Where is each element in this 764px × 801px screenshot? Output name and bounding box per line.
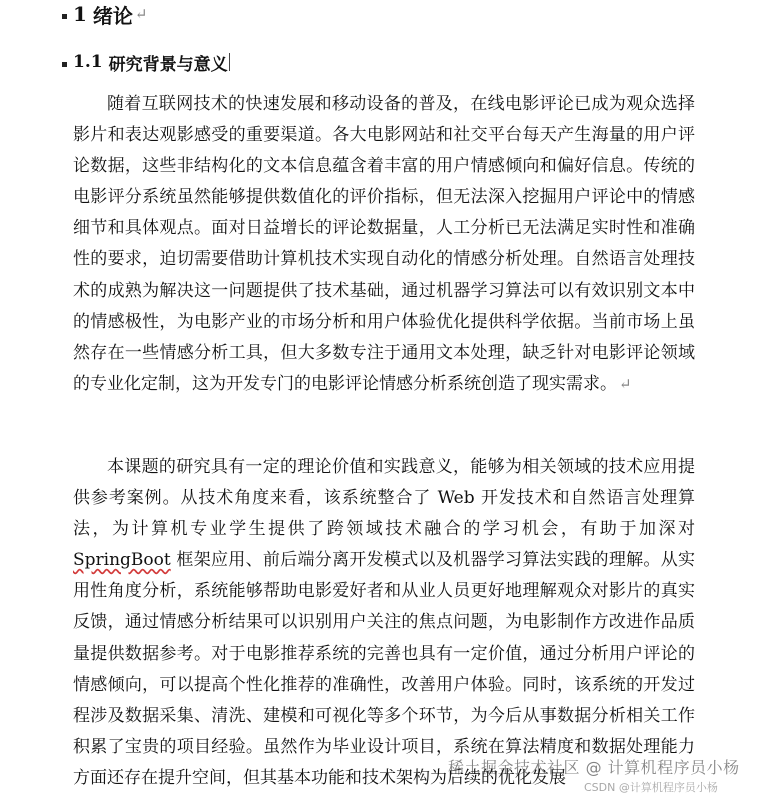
chapter-title: 绪论	[92, 3, 133, 28]
body-paragraph-2[interactable]	[73, 452, 695, 794]
section-title: 研究背景与意义	[108, 54, 228, 75]
body-paragraph-1[interactable]	[73, 89, 695, 400]
paragraph-text-before: 本课题的研究具有一定的理论价值和实践意义，能够为相关领域的技术应用提供参考案例。从技术角度来看，该系统整合了 Web 开发技术和自然语言处理算法，为计算机专业学生提供了跨领域技术融合的学习机会，有助于加深对	[73, 457, 695, 540]
section-heading[interactable]	[62, 48, 230, 76]
watermark-sub: CSDN @计算机程序员小杨	[584, 781, 718, 794]
text-cursor	[229, 53, 230, 71]
paragraph-mark-icon: ↵	[619, 374, 632, 393]
heading-bullet-icon	[62, 62, 67, 67]
paragraph-text: 随着互联网技术的快速发展和移动设备的普及，在线电影评论已成为观众选择影片和表达观影感受的重要渠道。各大电影网站和社交平台每天产生海量的用户评论数据，这些非结构化的文本信息蕴含着丰富的用户情感倾向和偏好信息。传统的电影评分系统虽然能够提供数值化的评价指标，但无法深入挖掘用户评论中的情感细节和具体观点。面对日益增长的评论数据量，人工分析已无法满足实时性和准确性的要求，迫切需要借助计算机技术实现自动化的情感分析处理。自然语言处理技术的成熟为解决这一问题提供了技术基础，通过机器学习算法可以有效识别文本中的情感极性，为电影产业的市场分析和用户体验优化提供科学依据。当前市场上虽然存在一些情感分析工具，但大多数专注于通用文本处理，缺乏针对电影评论领域的专业化定制，这为开发专门的电影评论情感分析系统创造了现实需求。	[73, 94, 695, 394]
spellcheck-flagged-word[interactable]: SpringBoot	[73, 550, 171, 571]
heading-bullet-icon	[62, 14, 67, 19]
watermark: 稀土掘金技术社区 @ 计算机程序员小杨	[448, 758, 740, 777]
paragraph-mark-icon: ↵	[134, 5, 148, 23]
paragraph-text-after: 框架应用、前后端分离开发模式以及机器学习算法实践的理解。从实用性角度分析，系统能够帮助电影爱好者和从业人员更好地理解观众对影片的真实反馈，通过情感分析结果可以识别用户关注的焦点问题，为电影制作方改进作品质量提供数据参考。对于电影推荐系统的完善也具有一定价值，通过分析用户评论的情感倾向，可以提高个性化推荐的准确性，改善用户体验。同时，该系统的开发过程涉及数据采集、清洗、建模和可视化等多个环节，为今后从事数据分析相关工作积累了宝贵的项目经验。虽然作为毕业设计项目，系统在算法精度和数据处理能力方面还存在提升空间，但其基本功能和技术架构为后续的优化发展	[73, 550, 695, 788]
section-number: 1.1	[73, 52, 103, 72]
chapter-heading[interactable]	[62, 0, 148, 28]
chapter-number: 1	[73, 2, 87, 26]
